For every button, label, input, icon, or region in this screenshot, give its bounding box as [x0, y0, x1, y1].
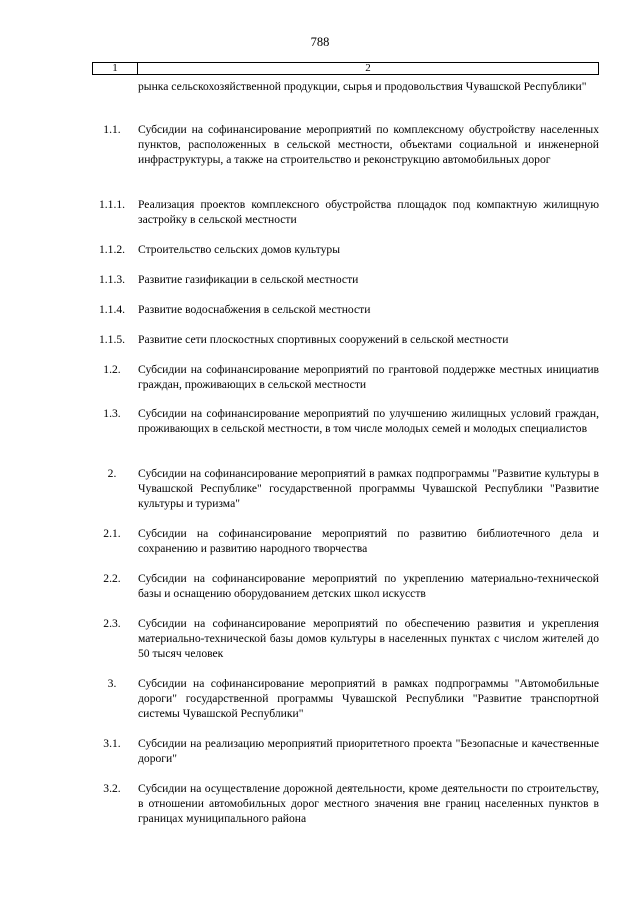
row-text: Субсидии на софинансирование мероприятий по комплексному обустройству населенных пунктов, расположенных в сельской местности, объектами социальной и инженерной инфраструктуры, а также на строительство и реконструкцию автомобильных дорог [138, 123, 599, 166]
row-number: 3.2. [103, 782, 121, 795]
row-text: Субсидии на осуществление дорожной деятельности, кроме деятельности по строительству, в отношении автомобильных дорог местного значения вне границ населенных пунктов в границах муниципального района [138, 782, 599, 825]
row-text: Развитие водоснабжения в сельской местности [138, 303, 371, 316]
row-text: Реализация проектов комплексного обустройства площадок под компактную жилищную застройку в сельской местности [138, 198, 599, 226]
row-text: Субсидии на софинансирование мероприятий по улучшению жилищных условий граждан, проживающих в сельской местности, в том числе молодых семей и молодых специалистов [138, 407, 599, 435]
table-header-col2: 2 [365, 62, 371, 74]
row-number: 1.2. [103, 363, 121, 376]
row-number: 2. [107, 467, 117, 480]
continuation-text: рынка сельскохозяйственной продукции, сырья и продовольствия Чувашской Республики" [138, 80, 587, 93]
row-text: Развитие газификации в сельской местности [138, 273, 359, 286]
row-text: Субсидии на софинансирование мероприятий в рамках подпрограммы "Развитие культуры в Чувашской Республике" государственной программы Чувашской Республики "Развитие культуры и туризма" [138, 467, 599, 510]
row-number: 1.1.5. [98, 333, 126, 346]
page-number: 788 [310, 35, 330, 49]
row-text: Строительство сельских домов культуры [138, 243, 341, 256]
row-number: 1.1.2. [98, 243, 126, 256]
row-number: 2.1. [103, 527, 121, 540]
row-number: 1.1. [103, 123, 121, 136]
row-text: Субсидии на софинансирование мероприятий по обеспечению развития и укрепления материально-технической базы домов культуры в населенных пунктах с числом жителей до 50 тысяч человек [138, 617, 599, 660]
row-number: 1.1.1. [98, 198, 126, 211]
row-text: Субсидии на софинансирование мероприятий по развитию библиотечного дела и сохранению и развитию народного творчества [138, 527, 599, 555]
table-header [92, 62, 599, 75]
row-number: 3.1. [103, 737, 121, 750]
row-text: Субсидии на реализацию мероприятий приоритетного проекта "Безопасные и качественные дороги" [138, 737, 599, 765]
row-number: 1.3. [103, 407, 121, 420]
row-text: Субсидии на софинансирование мероприятий в рамках подпрограммы "Автомобильные дороги" государственной программы Чувашской Республики "Развитие транспортной системы Чувашской Республики" [138, 677, 599, 720]
row-number: 3. [107, 677, 117, 690]
row-number: 2.3. [103, 617, 121, 630]
row-number: 2.2. [103, 572, 121, 585]
row-number: 1.1.3. [98, 273, 126, 286]
row-text: Субсидии на софинансирование мероприятий по грантовой поддержке местных инициатив граждан, проживающих в сельской местности [138, 363, 599, 391]
row-text: Субсидии на софинансирование мероприятий по укреплению материально-технической базы и оснащению оборудованием детских школ искусств [138, 572, 599, 600]
table-header-col1: 1 [93, 63, 138, 74]
row-number: 1.1.4. [98, 303, 126, 316]
row-text: Развитие сети плоскостных спортивных сооружений в сельской местности [138, 333, 509, 346]
